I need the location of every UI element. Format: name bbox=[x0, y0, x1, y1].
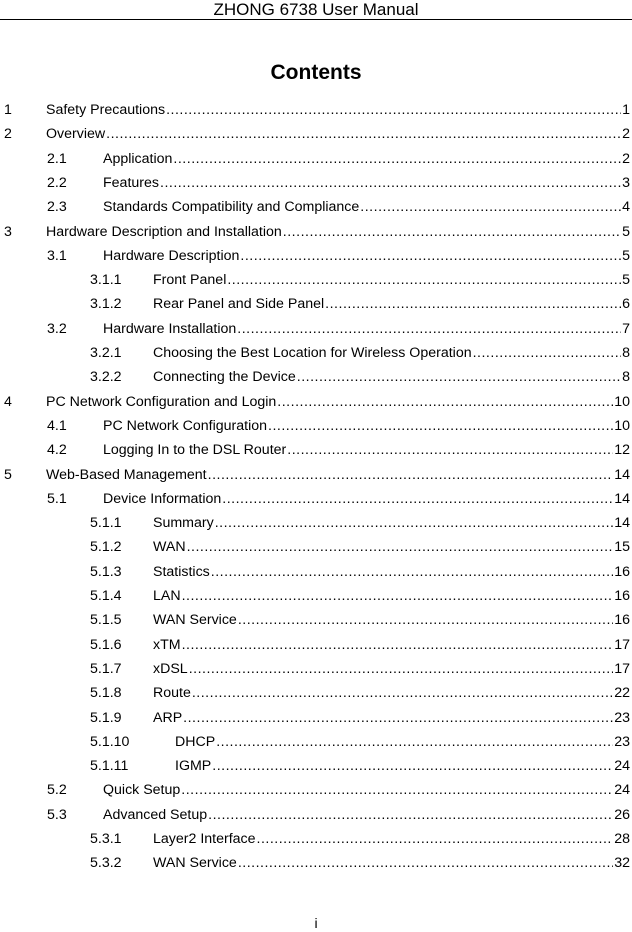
toc-entry[interactable] bbox=[0, 123, 630, 147]
toc-entry-number: 2.3 bbox=[47, 199, 67, 216]
toc-dot-leader bbox=[189, 658, 614, 680]
toc-entry-page: 2 bbox=[622, 150, 630, 167]
toc-entry-number: 5.1 bbox=[47, 490, 67, 507]
toc-dot-leader bbox=[283, 221, 621, 243]
toc-dot-leader bbox=[208, 464, 614, 486]
toc-dot-leader bbox=[160, 172, 621, 194]
toc-dot-leader bbox=[182, 634, 614, 656]
toc-entry-page: 16 bbox=[614, 588, 630, 604]
toc-entry[interactable] bbox=[0, 318, 630, 342]
toc-entry[interactable] bbox=[0, 221, 630, 245]
toc-entry-title: Web-Based Management bbox=[46, 466, 207, 483]
toc-entry-number: 3.1 bbox=[47, 247, 67, 264]
toc-entry-title: Layer2 Interface bbox=[153, 831, 256, 847]
toc-entry-page: 26 bbox=[614, 806, 630, 823]
toc-entry-page: 8 bbox=[622, 345, 630, 361]
toc-dot-leader bbox=[237, 318, 621, 340]
toc-dot-leader bbox=[192, 682, 613, 704]
toc-entry-title: ARP bbox=[153, 709, 183, 726]
toc-dot-leader bbox=[211, 561, 613, 583]
toc-entry-number: 2 bbox=[4, 126, 12, 143]
toc-entry-title: Features bbox=[103, 174, 159, 191]
toc-entry[interactable] bbox=[0, 512, 630, 536]
page-number: i bbox=[314, 915, 318, 931]
toc-entry-number: 5.3.1 bbox=[90, 831, 122, 847]
toc-entry-title: WAN Service bbox=[153, 612, 237, 629]
toc-entry[interactable] bbox=[0, 391, 630, 415]
toc-entry-page: 10 bbox=[614, 393, 630, 410]
toc-entry-page: 14 bbox=[614, 490, 630, 507]
toc-dot-leader bbox=[257, 828, 614, 850]
toc-entry-number: 3.1.1 bbox=[90, 272, 122, 289]
page-title: Contents bbox=[270, 61, 362, 84]
toc-entry[interactable] bbox=[0, 269, 630, 293]
toc-dot-leader bbox=[182, 585, 614, 607]
toc-dot-leader bbox=[238, 852, 613, 874]
header-rule bbox=[0, 19, 632, 20]
toc-entry-page: 22 bbox=[614, 685, 630, 702]
toc-entry-title: xDSL bbox=[153, 660, 188, 677]
toc-entry-number: 1 bbox=[4, 102, 12, 118]
toc-dot-leader bbox=[227, 269, 621, 291]
toc-entry-title: PC Network Configuration bbox=[103, 417, 268, 434]
toc-dot-leader bbox=[216, 731, 613, 753]
toc-dot-leader bbox=[212, 755, 613, 777]
toc-dot-leader bbox=[287, 439, 613, 461]
toc-dot-leader bbox=[166, 99, 621, 121]
toc-entry[interactable] bbox=[0, 536, 630, 560]
toc-entry[interactable] bbox=[0, 366, 630, 390]
toc-entry[interactable] bbox=[0, 561, 630, 585]
toc-entry-number: 5.1.1 bbox=[90, 515, 122, 532]
toc-entry-title: WAN bbox=[153, 539, 186, 556]
toc-entry-page: 24 bbox=[614, 782, 630, 799]
toc-dot-leader bbox=[183, 707, 613, 729]
toc-entry[interactable] bbox=[0, 464, 630, 488]
toc-entry-number: 3.2 bbox=[47, 320, 67, 337]
toc-dot-leader bbox=[240, 245, 621, 267]
toc-entry[interactable] bbox=[0, 585, 630, 609]
toc-entry[interactable] bbox=[0, 682, 630, 706]
toc-entry-title: DHCP bbox=[175, 733, 216, 750]
toc-entry-number: 3.2.2 bbox=[90, 369, 122, 386]
toc-dot-leader bbox=[277, 391, 613, 413]
toc-entry-number: 2.2 bbox=[47, 174, 67, 191]
toc-entry[interactable] bbox=[0, 731, 630, 755]
toc-entry[interactable] bbox=[0, 609, 630, 633]
toc-entry-number: 3 bbox=[4, 223, 12, 240]
toc-entry-page: 4 bbox=[622, 199, 630, 216]
toc-entry-page: 23 bbox=[614, 709, 630, 726]
toc-entry[interactable] bbox=[0, 755, 630, 779]
toc-entry[interactable] bbox=[0, 852, 630, 876]
toc-entry-page: 15 bbox=[614, 539, 630, 556]
toc-dot-leader bbox=[268, 415, 613, 437]
toc-dot-leader bbox=[181, 779, 613, 801]
toc-entry-number: 3.2.1 bbox=[90, 345, 122, 361]
toc-dot-leader bbox=[222, 488, 613, 510]
toc-entry-title: Quick Setup bbox=[103, 782, 181, 799]
toc-entry[interactable] bbox=[0, 488, 630, 512]
toc-entry-page: 32 bbox=[614, 855, 630, 872]
toc-dot-leader bbox=[215, 512, 614, 534]
toc-entry-title: IGMP bbox=[175, 758, 212, 775]
toc-entry-number: 5.3 bbox=[47, 806, 67, 823]
toc-entry[interactable] bbox=[0, 172, 630, 196]
toc-entry-number: 5.1.6 bbox=[90, 636, 122, 653]
toc-dot-leader bbox=[360, 196, 621, 218]
toc-entry-page: 8 bbox=[622, 369, 630, 386]
toc-entry-page: 6 bbox=[622, 296, 630, 313]
toc-entry-title: Overview bbox=[46, 126, 106, 143]
toc-dot-leader bbox=[106, 123, 621, 145]
toc-dot-leader bbox=[238, 609, 613, 631]
toc-entry[interactable] bbox=[0, 196, 630, 220]
toc-entry[interactable] bbox=[0, 658, 630, 682]
toc-entry-number: 5.1.3 bbox=[90, 563, 122, 580]
toc-entry-title: WAN Service bbox=[153, 855, 237, 872]
toc-entry-page: 5 bbox=[622, 247, 630, 264]
toc-entry-page: 5 bbox=[622, 223, 630, 240]
toc-dot-leader bbox=[325, 293, 621, 315]
toc-entry-title: Standards Compatibility and Compliance bbox=[103, 199, 360, 216]
toc-entry[interactable] bbox=[0, 342, 630, 366]
toc-entry-title: Front Panel bbox=[153, 272, 227, 289]
toc-entry-number: 4.2 bbox=[47, 442, 67, 459]
toc-entry[interactable] bbox=[0, 804, 630, 828]
toc-dot-leader bbox=[187, 536, 614, 558]
toc-entry-title: Hardware Description bbox=[103, 247, 240, 264]
toc-entry[interactable] bbox=[0, 634, 630, 658]
toc-entry-page: 14 bbox=[614, 515, 630, 532]
toc-dot-leader bbox=[208, 804, 613, 826]
toc-entry-number: 4.1 bbox=[47, 417, 67, 434]
toc-entry-number: 5.1.11 bbox=[90, 758, 129, 775]
toc-entry[interactable] bbox=[0, 439, 630, 463]
toc-entry-title: Route bbox=[153, 685, 191, 702]
toc-dot-leader bbox=[473, 342, 622, 364]
running-header: ZHONG 6738 User Manual bbox=[213, 0, 419, 19]
toc-entry-number: 3.1.2 bbox=[90, 296, 122, 313]
toc-dot-leader bbox=[173, 148, 621, 170]
toc-entry-number: 5.1.5 bbox=[90, 612, 122, 629]
toc-entry-title: LAN bbox=[153, 588, 181, 604]
toc-entry-number: 5 bbox=[4, 466, 12, 483]
toc-entry[interactable] bbox=[0, 779, 630, 803]
toc-entry-number: 5.1.10 bbox=[90, 733, 130, 750]
toc-entry-page: 17 bbox=[614, 636, 630, 653]
toc-entry-title: Rear Panel and Side Panel bbox=[153, 296, 325, 313]
toc-entry-title: Device Information bbox=[103, 490, 222, 507]
toc-entry-title: Application bbox=[103, 150, 173, 167]
toc-entry-number: 4 bbox=[4, 393, 12, 410]
toc-dot-leader bbox=[297, 366, 621, 388]
toc-entry-number: 5.3.2 bbox=[90, 855, 122, 872]
toc-entry-title: xTM bbox=[153, 636, 181, 653]
toc-entry-title: Advanced Setup bbox=[103, 806, 208, 823]
toc-entry-title: PC Network Configuration and Login bbox=[46, 393, 277, 410]
toc-entry-title: Logging In to the DSL Router bbox=[103, 442, 287, 459]
toc-entry-number: 5.1.4 bbox=[90, 588, 122, 604]
toc-entry-number: 2.1 bbox=[47, 150, 67, 167]
toc-entry-page: 10 bbox=[614, 417, 630, 434]
toc-entry[interactable] bbox=[0, 148, 630, 172]
toc-entry-page: 7 bbox=[622, 320, 630, 337]
toc-entry[interactable] bbox=[0, 415, 630, 439]
toc-entry-title: Connecting the Device bbox=[153, 369, 296, 386]
toc-entry-number: 5.2 bbox=[47, 782, 67, 799]
toc-entry[interactable] bbox=[0, 245, 630, 269]
toc-entry[interactable] bbox=[0, 99, 630, 123]
toc-entry-page: 16 bbox=[614, 612, 630, 629]
toc-entry-page: 14 bbox=[614, 466, 630, 483]
toc-entry-number: 5.1.7 bbox=[90, 660, 122, 677]
toc-entry[interactable] bbox=[0, 707, 630, 731]
toc-entry-page: 17 bbox=[614, 660, 630, 677]
toc-entry-page: 24 bbox=[614, 758, 630, 775]
toc-entry-page: 5 bbox=[622, 272, 630, 289]
toc-entry-page: 16 bbox=[614, 563, 630, 580]
toc-entry-title: Summary bbox=[153, 515, 214, 532]
toc-entry-number: 5.1.9 bbox=[90, 709, 122, 726]
toc-entry-number: 5.1.2 bbox=[90, 539, 122, 556]
toc-entry-page: 23 bbox=[614, 733, 630, 750]
toc-entry-page: 1 bbox=[622, 102, 630, 118]
toc-entry-title: Hardware Installation bbox=[103, 320, 237, 337]
toc-entry-title: Safety Precautions bbox=[46, 102, 166, 118]
toc-entry-page: 28 bbox=[614, 831, 630, 847]
toc-entry[interactable] bbox=[0, 293, 630, 317]
toc-entry-title: Statistics bbox=[153, 563, 210, 580]
toc-entry-page: 2 bbox=[622, 126, 630, 143]
toc-entry-number: 5.1.8 bbox=[90, 685, 122, 702]
toc-entry-title: Hardware Description and Installation bbox=[46, 223, 282, 240]
toc-entry-title: Choosing the Best Location for Wireless Operation bbox=[153, 345, 472, 361]
toc-entry-page: 3 bbox=[622, 174, 630, 191]
toc-entry[interactable] bbox=[0, 828, 630, 852]
toc-entry-page: 12 bbox=[614, 442, 630, 459]
